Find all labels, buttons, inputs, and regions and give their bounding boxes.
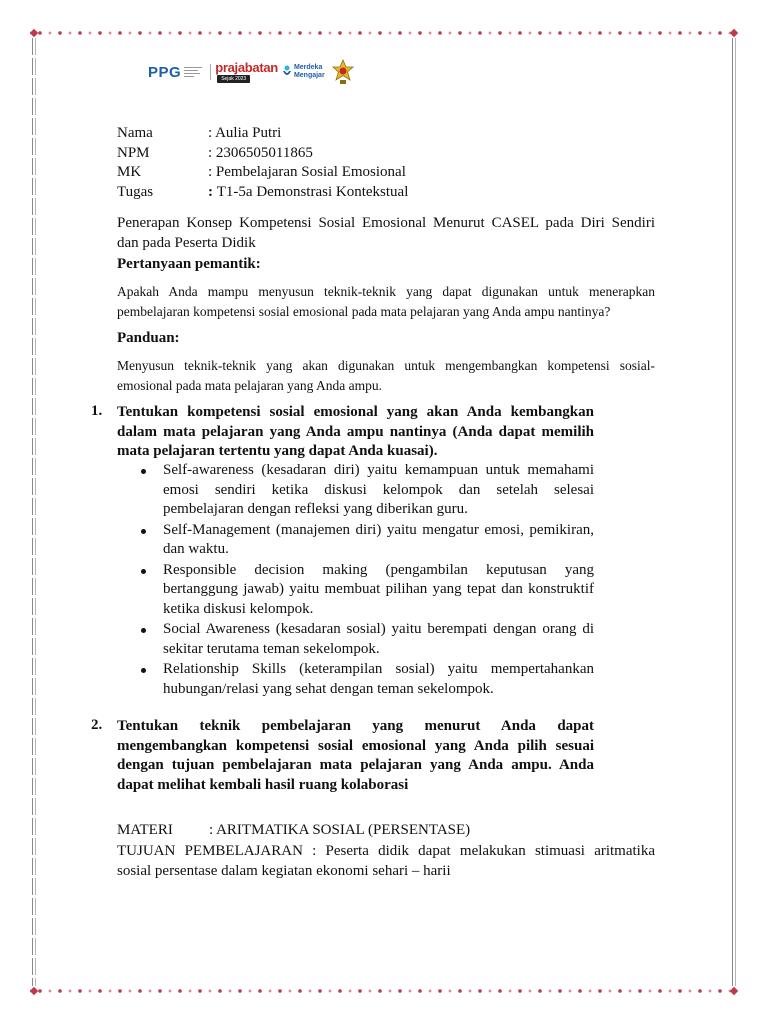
merdeka-mengajar-logo: Merdeka Mengajar [282, 64, 325, 80]
tujuan-pembelajaran: TUJUAN PEMBELAJARAN : Peserta didik dapat melakukan stimuasi aritmatika sosial persentase dalam kegiatan ekonomi sehari – harii [117, 843, 655, 879]
question-1-text: Tentukan kompetensi sosial emosional yang akan Anda kembangkan dalam mata pelajaran yang Anda ampu nantinya (Anda dapat memilih mata pelajaran tertentu yang dapat Anda kuasai). [117, 404, 594, 459]
bullet-icon [141, 569, 146, 574]
bullet-icon [141, 668, 146, 673]
document-title: Penerapan Konsep Kompetensi Sosial Emosional Menurut CASEL pada Diri Sendiri dan pada Peserta Didik [117, 215, 655, 251]
header-logos [148, 52, 355, 92]
logo-divider [210, 64, 211, 80]
decorative-border-top [30, 28, 738, 38]
university-emblem-icon [331, 59, 355, 85]
question-number: 2. [91, 717, 103, 733]
bullet-icon [141, 628, 146, 633]
panduan-text: Menyusun teknik-teknik yang akan digunakan untuk mengembangkan kompetensi sosial- emosional pada mata pelajaran yang Anda ampu. [117, 358, 655, 393]
pemantik-question: Apakah Anda mampu menyusun teknik-teknik yang dapat digunakan untuk menerapkan pembelajaran kompetensi sosial emosional pada mata pelajaran yang Anda ampu nantinya? [117, 284, 655, 319]
border-corner-ornament [728, 27, 740, 39]
border-corner-ornament [28, 985, 40, 997]
document-page: PPG prajabatan Sejak 2023 Merdeka Mengajar Nama : Aulia Putri NPM : 2306505011865 MK : Pembelajaran Sosial Emosional Tugas : T1-5a Demonstrasi Kontekstual Penerapan Konsep Kompetensi Sosial Emosional Menurut CASEL pada Diri Sendiri dan pada Peserta Didik Pertanyaan pemantik: Apakah Anda mampu menyusun teknik-teknik yang dapat digunakan untuk menerapkan pembelajaran kompetensi sosial emosional pada mata pelajaran yang Anda ampu nantinya? Panduan: Menyusun teknik-teknik yang akan digunakan untuk mengembangkan kompetensi sosial- emosional pada mata pelajaran yang Anda ampu. 1. Tentukan kompetensi sosial emosional yang akan Anda kembangkan dalam mata pelajaran yang Anda ampu nantinya (Anda dapat memilih mata pelajaran tertentu yang dapat Anda kuasai). Self-awareness (kesadaran diri) yaitu kemampuan untuk memahami emosi sendiri ketika diskusi kelompok dan setelah selesai pembelajaran dengan refleksi yang diberikan guru. Self-Management (manajemen diri) yaitu mengatur emosi, pemikiran, dan waktu. Responsible decision making (pengambilan keputusan yang bertanggung jawab) yaitu membuat pilihan yang tepat dan konstruktif ketika diskusi kelompok. Social Awareness (kesadaran sosial) yaitu berempati dengan orang di sekitar terutama teman sekelompok. Relationship Skills (keterampilan sosial) yaitu mempertahankan hubungan/relasi yang sehat dengan teman sekelompok. 2. Tentukan teknik pembelajaran yang menurut Anda dapat mengembangkan kompetensi sosial emosional yang Anda pilih sesuai dengan tujuan pembelajaran mata pelajaran yang Anda ampu. Anda dapat melihat kembali hasil ruang kolaborasi MATERI : ARITMATIKA SOSIAL (PERSENTASE) TUJUAN PEMBELAJARAN : Peserta didik dapat melakukan stimuasi aritmatika sosial persentase dalam kegiatan ekonomi sehari – harii [0, 0, 768, 1024]
question-2-text: Tentukan teknik pembelajaran yang menurut Anda dapat mengembangkan kompetensi sosial emosional yang Anda pilih sesuai dengan tujuan pembelajaran mata pelajaran yang Anda ampu. Anda dapat melihat kembali hasil ruang kolaborasi [117, 718, 594, 793]
list-item: Social Awareness (kesadaran sosial) yaitu berempati dengan orang di sekitar terutama teman sekelompok. [139, 620, 594, 659]
decorative-border-right [730, 38, 738, 986]
decorative-border-bottom [30, 986, 738, 996]
competency-bullet-list [139, 461, 594, 700]
border-corner-ornament [728, 985, 740, 997]
ppg-logo-caption [184, 66, 206, 79]
ppg-logo: PPG [148, 63, 182, 81]
list-item: Self-awareness (kesadaran diri) yaitu kemampuan untuk memahami emosi sendiri ketika diskusi kelompok dan setelah selesai pembelajaran dengan refleksi yang diberikan guru. [139, 461, 594, 520]
panduan-heading: Panduan: [117, 330, 180, 346]
bullet-icon [141, 529, 146, 534]
question-number: 1. [91, 403, 103, 419]
bullet-icon [141, 469, 146, 474]
decorative-border-left [30, 38, 38, 986]
merdeka-mengajar-mark-icon [282, 65, 292, 79]
list-item: Relationship Skills (keterampilan sosial) yaitu mempertahankan hubungan/relasi yang sehat dengan teman sekelompok. [139, 660, 594, 699]
border-corner-ornament [28, 27, 40, 39]
prajabatan-logo: prajabatan Sejak 2023 [215, 60, 278, 82]
list-item: Self-Management (manajemen diri) yaitu mengatur emosi, pemikiran, dan waktu. [139, 521, 594, 560]
list-item: Responsible decision making (pengambilan keputusan yang bertanggung jawab) yaitu membuat pilihan yang tepat dan konstruktif ketika diskusi kelompok. [139, 561, 594, 620]
materi-row: MATERI : ARITMATIKA SOSIAL (PERSENTASE) [117, 822, 471, 838]
pemantik-heading: Pertanyaan pemantik: [117, 256, 261, 272]
